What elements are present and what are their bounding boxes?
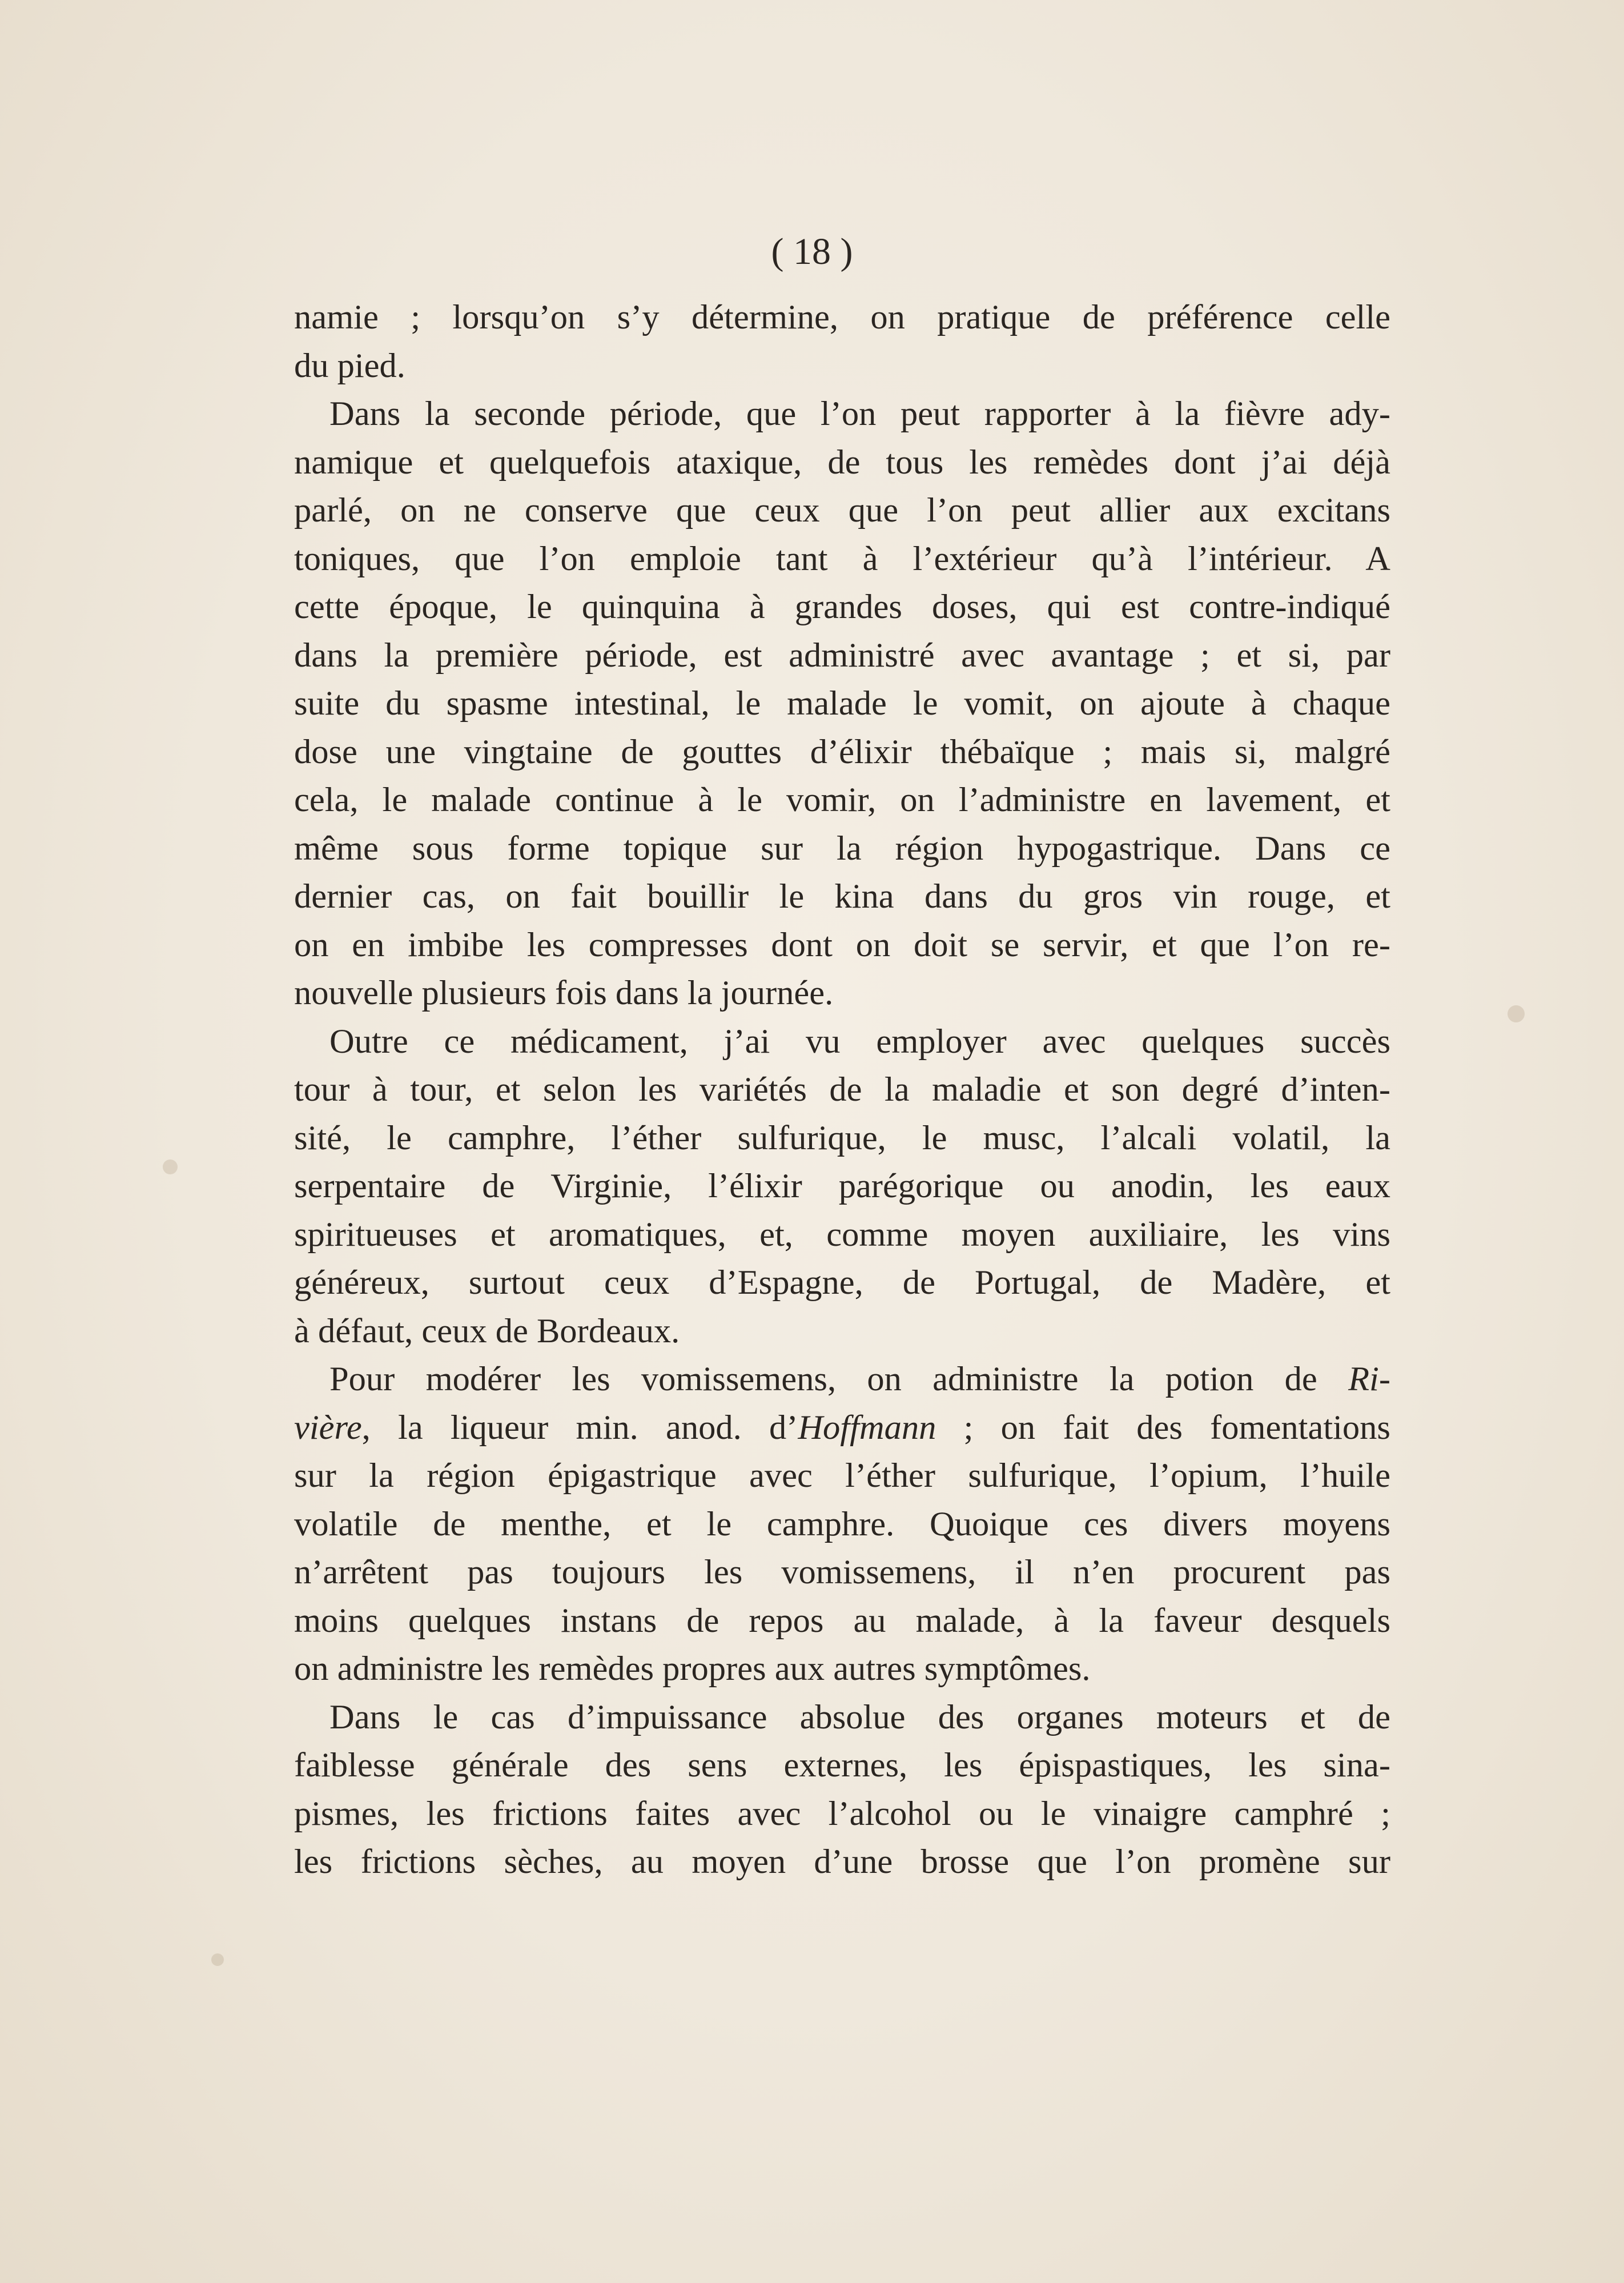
text-line: cette époque, le quinquina à grandes doses, qui est contre-indiqué	[294, 588, 1390, 626]
paper-stain	[163, 1159, 178, 1174]
text-line: sur la région épigastrique avec l’éther sulfurique, l’opium, l’huile	[294, 1457, 1390, 1495]
paper-stain	[211, 1953, 224, 1966]
text-line: dose une vingtaine de gouttes d’élixir thébaïque ; mais si, malgré	[294, 732, 1390, 771]
text-line: Pour modérer les vomissemens, on administre la potion de Ri-	[329, 1360, 1390, 1398]
text-line: namique et quelquefois ataxique, de tous les remèdes dont j’ai déjà	[294, 443, 1390, 482]
italic-term: Hoffmann	[798, 1408, 936, 1447]
text-line: on en imbibe les compresses dont on doit se servir, et que l’on re-	[294, 925, 1390, 964]
text-line: moins quelques instans de repos au malade, à la faveur desquels	[294, 1601, 1390, 1640]
paper-stain	[1508, 1005, 1525, 1022]
text-line: pismes, les frictions faites avec l’alcohol ou le vinaigre camphré ;	[294, 1794, 1390, 1833]
text-line: volatile de menthe, et le camphre. Quoique ces divers moyens	[294, 1504, 1390, 1543]
text-line: même sous forme topique sur la région hypogastrique. Dans ce	[294, 829, 1390, 868]
text-line: n’arrêtent pas toujours les vomissemens, il n’en procurent pas	[294, 1553, 1390, 1591]
italic-term: Ri-	[1348, 1360, 1390, 1398]
text-line: namie ; lorsqu’on s’y détermine, on pratique de préférence celle	[294, 298, 1390, 336]
text-line: Outre ce médicament, j’ai vu employer avec quelques succès	[329, 1022, 1390, 1061]
text-line: tour à tour, et selon les variétés de la maladie et son degré d’inten-	[294, 1070, 1390, 1109]
text-line: Dans le cas d’impuissance absolue des organes moteurs et de	[329, 1698, 1390, 1736]
text-line: du pied.	[294, 346, 405, 385]
text-line: les frictions sèches, au moyen d’une brosse que l’on promène sur	[294, 1843, 1390, 1881]
text-line: généreux, surtout ceux d’Espagne, de Portugal, de Madère, et	[294, 1263, 1390, 1302]
text-line: dernier cas, on fait bouillir le kina dans du gros vin rouge, et	[294, 877, 1390, 916]
text-line: dans la première période, est administré avec avantage ; et si, par	[294, 636, 1390, 675]
text-line: à défaut, ceux de Bordeaux.	[294, 1311, 680, 1350]
text-line: serpentaire de Virginie, l’élixir parégorique ou anodin, les eaux	[294, 1167, 1390, 1205]
text-line: vière, la liqueur min. anod. d’Hoffmann ; on fait des fomentations	[294, 1408, 1390, 1447]
body-text	[294, 294, 1390, 1887]
text-line: Dans la seconde période, que l’on peut rapporter à la fièvre ady-	[329, 395, 1390, 433]
text-line: toniques, que l’on emploie tant à l’extérieur qu’à l’intérieur. A	[294, 539, 1390, 578]
text-line: parlé, on ne conserve que ceux que l’on peut allier aux excitans	[294, 491, 1390, 529]
text-line: suite du spasme intestinal, le malade le vomit, on ajoute à chaque	[294, 684, 1390, 723]
text-line: on administre les remèdes propres aux autres symptômes.	[294, 1650, 1091, 1688]
italic-term: vière	[294, 1408, 362, 1447]
text-line: spiritueuses et aromatiques, et, comme moyen auxiliaire, les vins	[294, 1215, 1390, 1254]
page-number: ( 18 )	[771, 231, 853, 272]
text-line: nouvelle plusieurs fois dans la journée.	[294, 974, 834, 1012]
text-line: faiblesse générale des sens externes, les épispastiques, les sina-	[294, 1746, 1390, 1784]
text-line: sité, le camphre, l’éther sulfurique, le musc, l’alcali volatil, la	[294, 1118, 1390, 1157]
text-line: cela, le malade continue à le vomir, on l’administre en lavement, et	[294, 781, 1390, 819]
